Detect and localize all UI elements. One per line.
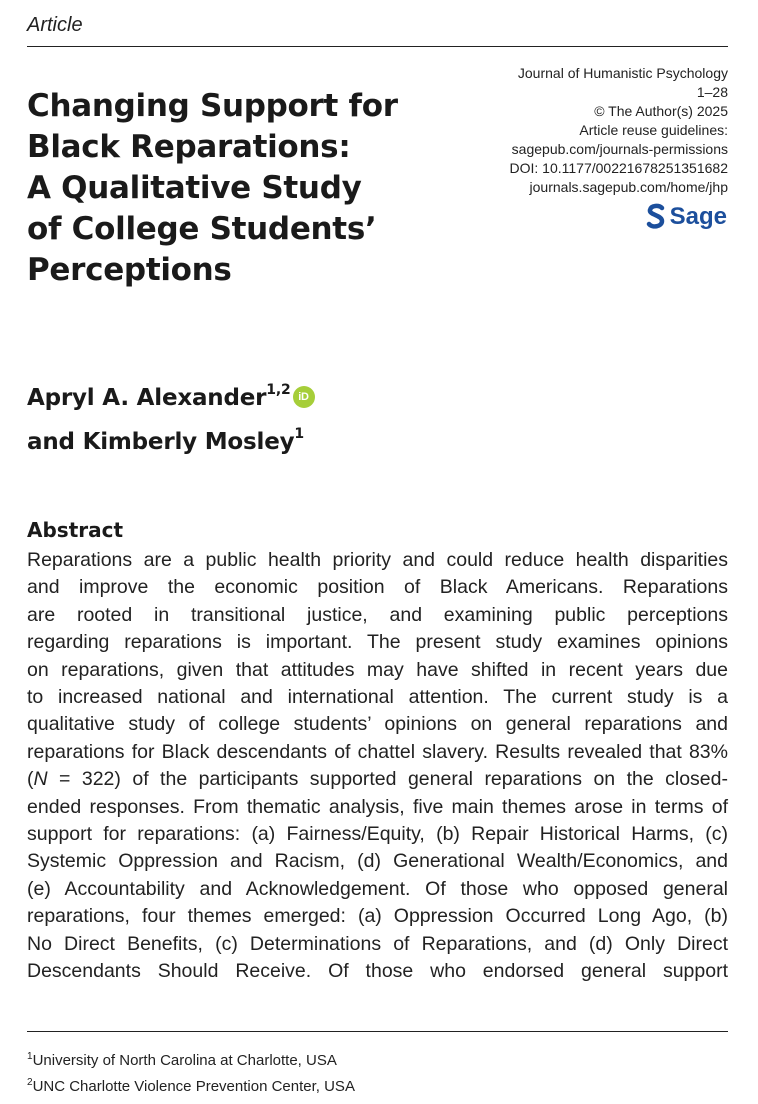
- author-list: [27, 372, 315, 460]
- title-line: A Qualitative Study: [27, 170, 362, 206]
- abstract-body: [27, 547, 728, 986]
- author-name[interactable]: Kimberly Mosley: [82, 429, 295, 455]
- author-name[interactable]: Apryl A. Alexander: [27, 385, 267, 411]
- reuse-guidelines-label: Article reuse guidelines:: [579, 122, 728, 138]
- title-line: Changing Support for: [27, 88, 398, 124]
- footnote-mark: 2: [27, 1077, 33, 1088]
- abstract-line: and improve the economic position of Black Americans. Reparations: [27, 576, 728, 599]
- article-type-label: Article: [27, 14, 83, 36]
- abstract-line: on reparations, given that attitudes may have shifted in recent years due: [27, 658, 728, 681]
- abstract-line: are rooted in transitional justice, and examining public perceptions: [27, 603, 728, 626]
- title-line: of College Students’: [27, 211, 377, 247]
- abstract-line: Descendants Should Receive. Of those who endorsed general support: [27, 960, 728, 983]
- abstract-line: ended responses. From thematic analysis, five main themes arose in terms of: [27, 795, 728, 818]
- abstract-line: (e) Accountability and Acknowledgement. Of those who opposed general: [27, 877, 728, 900]
- footnote-mark: 1: [27, 1051, 33, 1062]
- sage-s-icon: [646, 203, 666, 231]
- footnote-divider: [27, 1031, 728, 1032]
- doi[interactable]: DOI: 10.1177/00221678251351682: [509, 160, 728, 176]
- affiliation-footnotes: [27, 1046, 355, 1098]
- abstract-line: regarding reparations is important. The present study examines opinions: [27, 631, 728, 654]
- abstract-heading: Abstract: [27, 518, 124, 542]
- abstract-line: qualitative study of college students’ opinions on general reparations and: [27, 713, 728, 736]
- page-range: 1–28: [696, 84, 728, 100]
- sage-logo: [646, 203, 727, 231]
- abstract-line: Reparations are a public health priority and could reduce health disparities: [27, 549, 728, 571]
- journal-home-link[interactable]: journals.sagepub.com/home/jhp: [529, 179, 728, 195]
- orcid-icon[interactable]: iD: [293, 386, 315, 408]
- abstract-line: support for reparations: (a) Fairness/Equity, (b) Repair Historical Harms, (c): [27, 823, 728, 846]
- title-line: Perceptions: [27, 252, 232, 288]
- abstract-line: Systemic Oppression and Racism, (d) Generational Wealth/Economics, and: [27, 850, 728, 873]
- affiliation-mark: 1: [294, 426, 304, 442]
- abstract-line: (N = 322) of the participants supported general reparations on the closed-: [27, 768, 728, 791]
- footnote-text: UNC Charlotte Violence Prevention Center, USA: [32, 1078, 355, 1095]
- footnote-item: [27, 1046, 355, 1072]
- article-title: [27, 86, 447, 291]
- journal-name: Journal of Humanistic Psychology: [517, 65, 728, 81]
- abstract-line: reparations, four themes emerged: (a) Oppression Occurred Long Ago, (b): [27, 905, 728, 928]
- journal-metadata: [468, 64, 728, 197]
- permissions-link[interactable]: sagepub.com/journals-permissions: [511, 141, 728, 157]
- abstract-line: to increased national and international attention. The current study is a: [27, 686, 728, 709]
- top-divider: [27, 46, 728, 47]
- title-line: Black Reparations:: [27, 129, 351, 165]
- abstract-line: No Direct Benefits, (c) Determinations of Reparations, and (d) Only Direct: [27, 932, 728, 955]
- affiliation-mark: 1,2: [266, 382, 291, 398]
- footnote-item: [27, 1072, 355, 1098]
- footnote-text: University of North Carolina at Charlotte, USA: [32, 1052, 337, 1069]
- copyright: © The Author(s) 2025: [594, 103, 728, 119]
- abstract-line: reparations for Black descendants of chattel slavery. Results revealed that 83%: [27, 740, 728, 763]
- sage-logo-text: Sage: [669, 203, 727, 230]
- author-connector: and: [27, 429, 75, 455]
